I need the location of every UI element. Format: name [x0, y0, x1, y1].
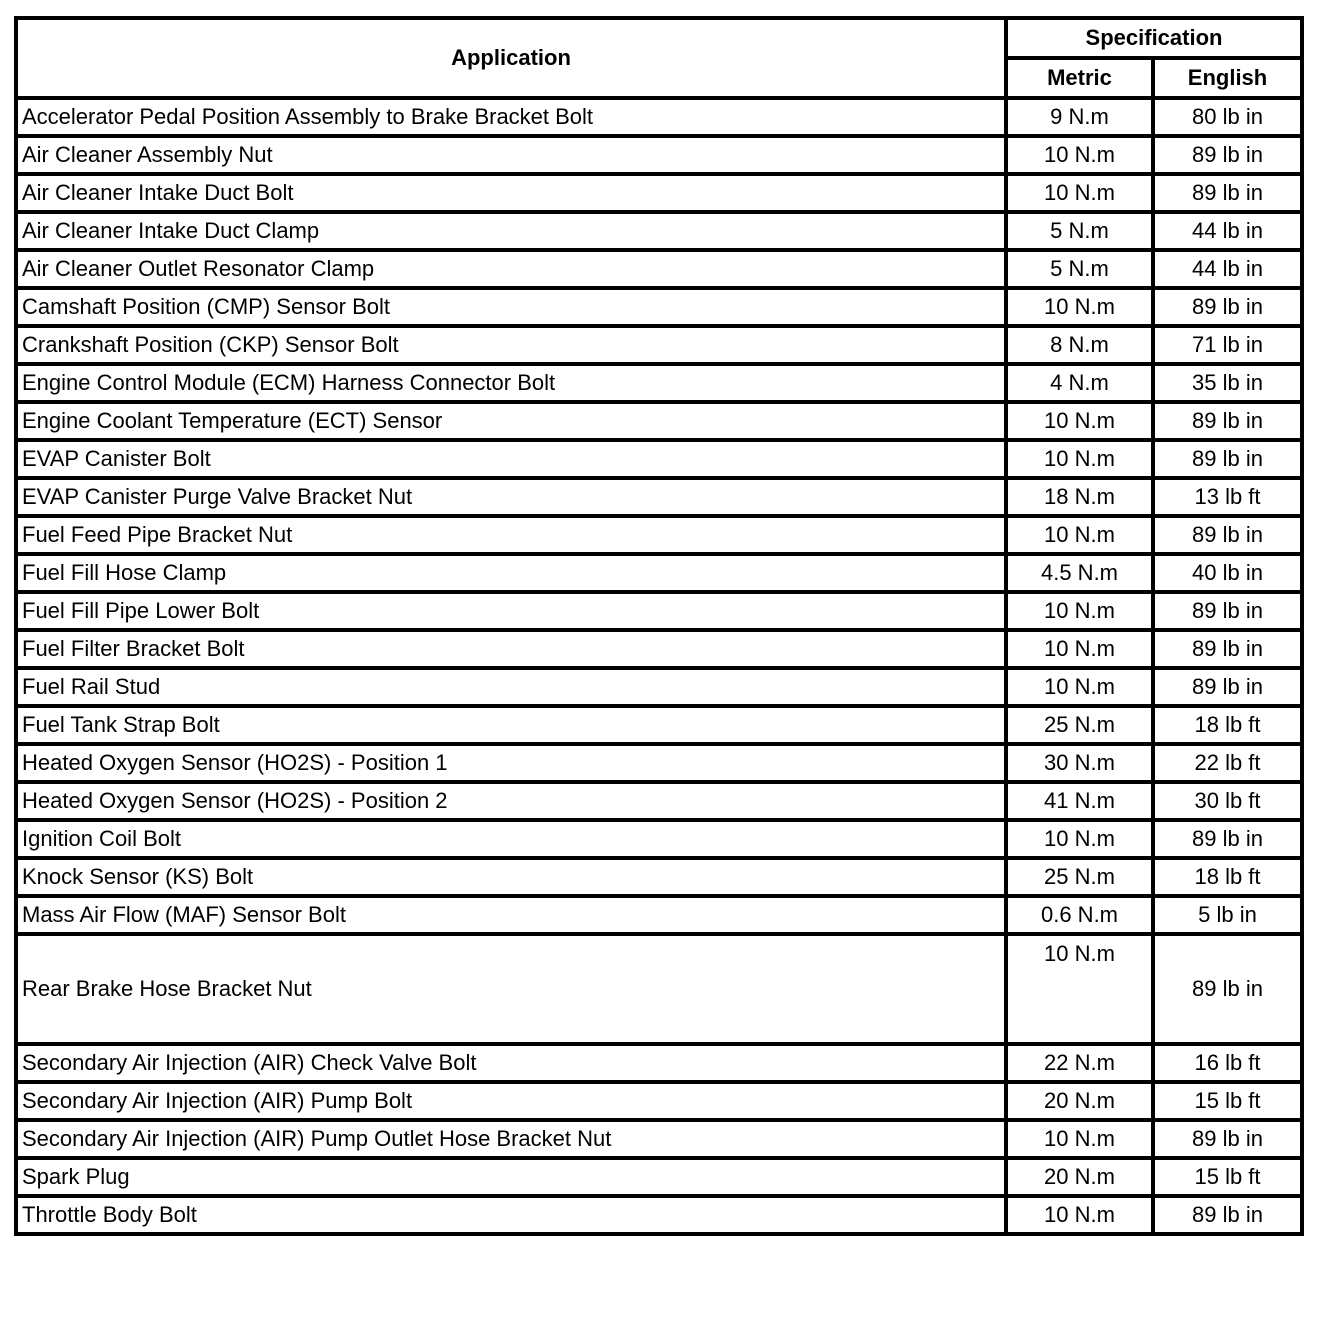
- english-cell: 35 lb in: [1153, 364, 1302, 402]
- application-cell: Rear Brake Hose Bracket Nut: [16, 934, 1006, 1044]
- application-cell: EVAP Canister Bolt: [16, 440, 1006, 478]
- table-row: [16, 1120, 1302, 1158]
- table-row: [16, 820, 1302, 858]
- english-cell: 15 lb ft: [1153, 1082, 1302, 1120]
- application-cell: Air Cleaner Outlet Resonator Clamp: [16, 250, 1006, 288]
- metric-cell: 0.6 N.m: [1006, 896, 1153, 934]
- metric-cell: 18 N.m: [1006, 478, 1153, 516]
- metric-cell: 10 N.m: [1006, 1196, 1153, 1234]
- english-header: English: [1153, 58, 1302, 98]
- metric-cell: 10 N.m: [1006, 440, 1153, 478]
- metric-cell: 4 N.m: [1006, 364, 1153, 402]
- english-cell: 44 lb in: [1153, 212, 1302, 250]
- metric-cell: 10 N.m: [1006, 934, 1153, 1044]
- metric-cell: 5 N.m: [1006, 250, 1153, 288]
- application-cell: Fuel Fill Pipe Lower Bolt: [16, 592, 1006, 630]
- metric-cell: 41 N.m: [1006, 782, 1153, 820]
- application-cell: EVAP Canister Purge Valve Bracket Nut: [16, 478, 1006, 516]
- metric-cell: 10 N.m: [1006, 592, 1153, 630]
- application-cell: Knock Sensor (KS) Bolt: [16, 858, 1006, 896]
- english-cell: 13 lb ft: [1153, 478, 1302, 516]
- application-cell: Ignition Coil Bolt: [16, 820, 1006, 858]
- application-cell: Engine Coolant Temperature (ECT) Sensor: [16, 402, 1006, 440]
- table-row: [16, 402, 1302, 440]
- application-cell: Secondary Air Injection (AIR) Pump Bolt: [16, 1082, 1006, 1120]
- table-row: [16, 934, 1302, 1044]
- application-cell: Mass Air Flow (MAF) Sensor Bolt: [16, 896, 1006, 934]
- specification-header: Specification: [1006, 18, 1302, 58]
- application-cell: Fuel Filter Bracket Bolt: [16, 630, 1006, 668]
- metric-cell: 10 N.m: [1006, 820, 1153, 858]
- table-row: [16, 212, 1302, 250]
- metric-cell: 25 N.m: [1006, 706, 1153, 744]
- metric-cell: 10 N.m: [1006, 668, 1153, 706]
- table-row: [16, 782, 1302, 820]
- application-cell: Fuel Tank Strap Bolt: [16, 706, 1006, 744]
- application-cell: Crankshaft Position (CKP) Sensor Bolt: [16, 326, 1006, 364]
- metric-cell: 4.5 N.m: [1006, 554, 1153, 592]
- application-cell: Air Cleaner Assembly Nut: [16, 136, 1006, 174]
- table-row: [16, 288, 1302, 326]
- metric-cell: 10 N.m: [1006, 630, 1153, 668]
- english-cell: 15 lb ft: [1153, 1158, 1302, 1196]
- table-row: [16, 706, 1302, 744]
- application-cell: Fuel Feed Pipe Bracket Nut: [16, 516, 1006, 554]
- table-row: [16, 630, 1302, 668]
- table-row: [16, 1082, 1302, 1120]
- english-cell: 89 lb in: [1153, 592, 1302, 630]
- application-cell: Air Cleaner Intake Duct Clamp: [16, 212, 1006, 250]
- english-cell: 89 lb in: [1153, 934, 1302, 1044]
- application-cell: Throttle Body Bolt: [16, 1196, 1006, 1234]
- table-row: [16, 592, 1302, 630]
- english-cell: 89 lb in: [1153, 174, 1302, 212]
- english-cell: 89 lb in: [1153, 820, 1302, 858]
- english-cell: 18 lb ft: [1153, 858, 1302, 896]
- application-cell: Accelerator Pedal Position Assembly to Brake Bracket Bolt: [16, 98, 1006, 136]
- application-cell: Air Cleaner Intake Duct Bolt: [16, 174, 1006, 212]
- metric-cell: 30 N.m: [1006, 744, 1153, 782]
- metric-cell: 10 N.m: [1006, 136, 1153, 174]
- table-row: [16, 896, 1302, 934]
- application-cell: Fuel Fill Hose Clamp: [16, 554, 1006, 592]
- metric-cell: 22 N.m: [1006, 1044, 1153, 1082]
- table-row: [16, 136, 1302, 174]
- english-cell: 89 lb in: [1153, 1120, 1302, 1158]
- metric-cell: 5 N.m: [1006, 212, 1153, 250]
- metric-cell: 9 N.m: [1006, 98, 1153, 136]
- application-cell: Fuel Rail Stud: [16, 668, 1006, 706]
- table-row: [16, 1196, 1302, 1234]
- english-cell: 18 lb ft: [1153, 706, 1302, 744]
- table-row: [16, 1158, 1302, 1196]
- application-cell: Secondary Air Injection (AIR) Pump Outlet Hose Bracket Nut: [16, 1120, 1006, 1158]
- english-cell: 5 lb in: [1153, 896, 1302, 934]
- english-cell: 89 lb in: [1153, 516, 1302, 554]
- table-row: [16, 858, 1302, 896]
- table-row: [16, 668, 1302, 706]
- application-cell: Spark Plug: [16, 1158, 1006, 1196]
- table-row: [16, 554, 1302, 592]
- english-cell: 89 lb in: [1153, 440, 1302, 478]
- metric-cell: 10 N.m: [1006, 174, 1153, 212]
- table-row: [16, 250, 1302, 288]
- table-body: [16, 98, 1302, 1234]
- english-cell: 89 lb in: [1153, 1196, 1302, 1234]
- application-cell: Engine Control Module (ECM) Harness Connector Bolt: [16, 364, 1006, 402]
- table-row: [16, 516, 1302, 554]
- metric-cell: 10 N.m: [1006, 288, 1153, 326]
- table-row: [16, 478, 1302, 516]
- english-cell: 22 lb ft: [1153, 744, 1302, 782]
- metric-cell: 25 N.m: [1006, 858, 1153, 896]
- metric-cell: 20 N.m: [1006, 1158, 1153, 1196]
- english-cell: 80 lb in: [1153, 98, 1302, 136]
- table-row: [16, 364, 1302, 402]
- metric-cell: 10 N.m: [1006, 516, 1153, 554]
- torque-specification-table: [14, 16, 1304, 1236]
- english-cell: 71 lb in: [1153, 326, 1302, 364]
- english-cell: 89 lb in: [1153, 402, 1302, 440]
- english-cell: 89 lb in: [1153, 630, 1302, 668]
- table-row: [16, 326, 1302, 364]
- table-row: [16, 174, 1302, 212]
- application-cell: Heated Oxygen Sensor (HO2S) - Position 2: [16, 782, 1006, 820]
- application-cell: Secondary Air Injection (AIR) Check Valve Bolt: [16, 1044, 1006, 1082]
- application-header: Application: [16, 18, 1006, 98]
- application-cell: Camshaft Position (CMP) Sensor Bolt: [16, 288, 1006, 326]
- english-cell: 44 lb in: [1153, 250, 1302, 288]
- english-cell: 89 lb in: [1153, 288, 1302, 326]
- table-row: [16, 98, 1302, 136]
- english-cell: 16 lb ft: [1153, 1044, 1302, 1082]
- english-cell: 40 lb in: [1153, 554, 1302, 592]
- table-row: [16, 1044, 1302, 1082]
- metric-cell: 10 N.m: [1006, 1120, 1153, 1158]
- metric-cell: 8 N.m: [1006, 326, 1153, 364]
- english-cell: 30 lb ft: [1153, 782, 1302, 820]
- english-cell: 89 lb in: [1153, 136, 1302, 174]
- metric-header: Metric: [1006, 58, 1153, 98]
- application-cell: Heated Oxygen Sensor (HO2S) - Position 1: [16, 744, 1006, 782]
- header-row-top: [16, 18, 1302, 58]
- table-row: [16, 440, 1302, 478]
- table-row: [16, 744, 1302, 782]
- metric-cell: 10 N.m: [1006, 402, 1153, 440]
- english-cell: 89 lb in: [1153, 668, 1302, 706]
- metric-cell: 20 N.m: [1006, 1082, 1153, 1120]
